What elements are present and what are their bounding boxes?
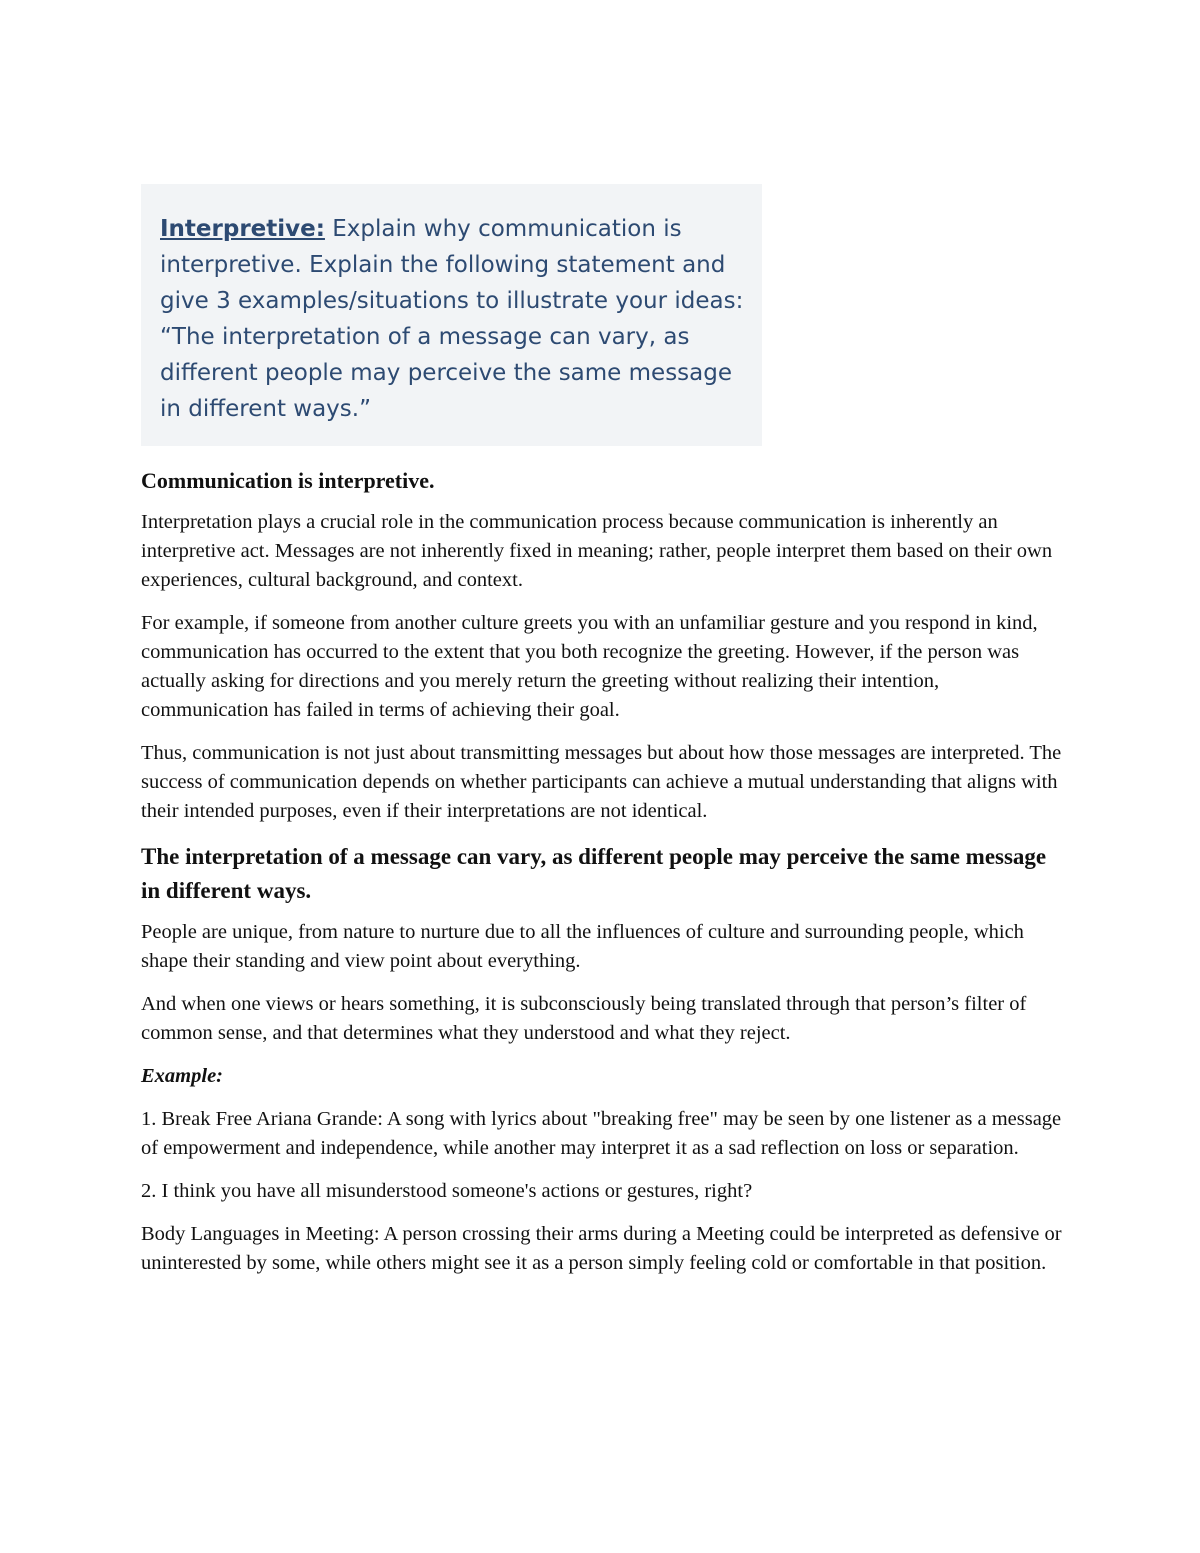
assignment-prompt-image — [141, 184, 762, 446]
document-body — [141, 466, 1071, 1292]
prompt-label: Interpretive: — [160, 216, 325, 242]
prompt-text: Explain why communication is interpretive. Explain the following statement and give 3 examples/situations to illustrate your ideas: “The interpretation of a message can vary, as different people may perceive the same message in different ways.” — [160, 216, 744, 422]
section2-paragraph-1: People are unique, from nature to nurture due to all the influences of culture and surrounding people, which shape their standing and view point about everything. — [141, 921, 1024, 972]
example-2-detail: Body Languages in Meeting: A person crossing their arms during a Meeting could be interpreted as defensive or uninterested by some, while others might see it as a person simply feeling cold or comfortable in that position. — [141, 1223, 1062, 1274]
example-label: Example: — [141, 1065, 223, 1087]
section2-heading: The interpretation of a message can vary, as different people may perceive the same message in different ways. — [141, 844, 1047, 903]
example-2: 2. I think you have all misunderstood someone's actions or gestures, right? — [141, 1180, 753, 1202]
section1-heading: Communication is interpretive. — [141, 468, 435, 493]
section1-paragraph-2: For example, if someone from another culture greets you with an unfamiliar gesture and you respond in kind, communication has occurred to the extent that you both recognize the greeting. However, if the person was actually asking for directions and you merely return the greeting without realizing their intention, communication has failed in terms of achieving their goal. — [141, 612, 1038, 721]
section1-paragraph-1: Interpretation plays a crucial role in the communication process because communication is inherently an interpretive act. Messages are not inherently fixed in meaning; rather, people interpret them based on their own experiences, cultural background, and context. — [141, 511, 1053, 591]
section1-paragraph-3: Thus, communication is not just about transmitting messages but about how those messages are interpreted. The success of communication depends on whether participants can achieve a mutual understanding that aligns with their intended purposes, even if their interpretations are not identical. — [141, 742, 1062, 822]
section2-paragraph-2: And when one views or hears something, it is subconsciously being translated through that person’s filter of common sense, and that determines what they understood and what they reject. — [141, 993, 1027, 1044]
example-1: 1. Break Free Ariana Grande: A song with lyrics about "breaking free" may be seen by one listener as a message of empowerment and independence, while another may interpret it as a sad reflection on loss or separation. — [141, 1108, 1062, 1159]
